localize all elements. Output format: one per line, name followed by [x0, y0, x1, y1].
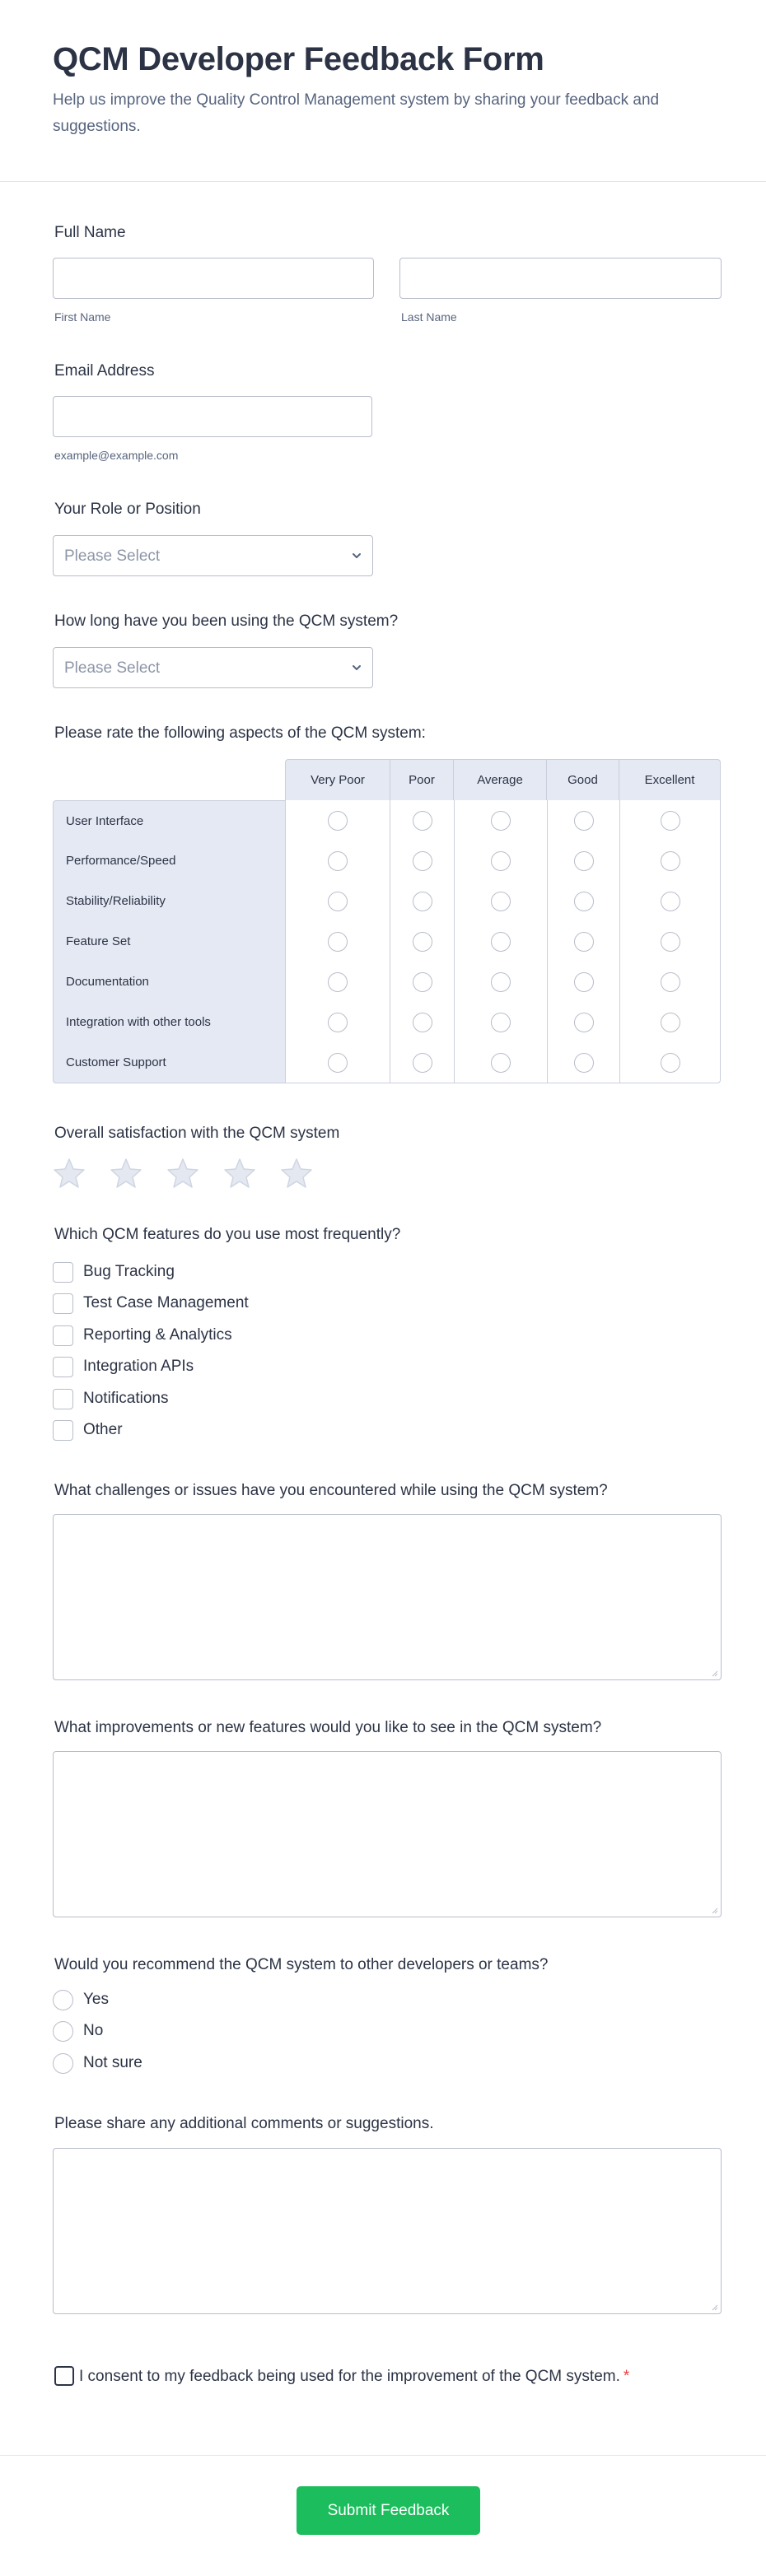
- matrix-radio-average[interactable]: [454, 921, 548, 962]
- star-icon[interactable]: [280, 1158, 313, 1189]
- matrix-radio-poor[interactable]: [390, 962, 455, 1003]
- matrix-radio-average[interactable]: [454, 1002, 548, 1043]
- first-name-input[interactable]: [53, 258, 374, 299]
- role-label: Your Role or Position: [54, 501, 201, 518]
- feature-option-notifications[interactable]: Notifications: [53, 1387, 169, 1410]
- matrix-radio-good[interactable]: [547, 800, 620, 841]
- feature-option-other[interactable]: Other: [53, 1418, 123, 1442]
- resize-handle-icon[interactable]: [710, 1906, 718, 1914]
- email-input[interactable]: [53, 396, 372, 437]
- features-label: Which QCM features do you use most frequently?: [54, 1226, 401, 1243]
- matrix-radio-very-poor[interactable]: [285, 962, 390, 1003]
- recommend-label: Would you recommend the QCM system to other developers or teams?: [54, 1956, 549, 1973]
- recommend-option-no[interactable]: No: [53, 2019, 103, 2043]
- matrix-radio-average[interactable]: [454, 800, 548, 841]
- matrix-radio-good[interactable]: [547, 921, 620, 962]
- matrix-row-label: Performance/Speed: [53, 841, 286, 882]
- consent-label: I consent to my feedback being used for the improvement of the QCM system.: [79, 2368, 620, 2385]
- last-name-sublabel: Last Name: [401, 310, 457, 324]
- matrix-radio-poor[interactable]: [390, 841, 455, 882]
- matrix-radio-poor[interactable]: [390, 800, 455, 841]
- matrix-radio-excellent[interactable]: [619, 1002, 721, 1043]
- footer-divider: [0, 2455, 766, 2456]
- challenges-label: What challenges or issues have you encountered while using the QCM system?: [54, 1482, 608, 1499]
- feature-option-bug-tracking[interactable]: Bug Tracking: [53, 1260, 175, 1283]
- matrix-radio-poor[interactable]: [390, 881, 455, 922]
- first-name-sublabel: First Name: [54, 310, 111, 324]
- matrix-radio-average[interactable]: [454, 962, 548, 1003]
- matrix-radio-excellent[interactable]: [619, 881, 721, 922]
- matrix-radio-very-poor[interactable]: [285, 921, 390, 962]
- matrix-row-label: Customer Support: [53, 1042, 286, 1083]
- comments-textarea[interactable]: [53, 2148, 722, 2314]
- improvements-label: What improvements or new features would you like to see in the QCM system?: [54, 1719, 602, 1736]
- checkbox[interactable]: [53, 1293, 73, 1314]
- matrix-radio-good[interactable]: [547, 962, 620, 1003]
- star-icon[interactable]: [223, 1158, 256, 1189]
- resize-handle-icon[interactable]: [710, 2303, 718, 2311]
- email-label: Email Address: [54, 362, 155, 380]
- matrix-col-good: Good: [547, 759, 619, 801]
- radio-button[interactable]: [53, 2053, 73, 2074]
- challenges-textarea[interactable]: [53, 1514, 722, 1680]
- matrix-col-very-poor: Very Poor: [285, 759, 390, 801]
- form-header: [0, 0, 766, 182]
- required-marker: *: [623, 2368, 630, 2385]
- star-icon[interactable]: [53, 1158, 86, 1189]
- role-select-value: Please Select: [64, 547, 161, 565]
- usage-duration-select[interactable]: [53, 647, 373, 688]
- checkbox[interactable]: [53, 1325, 73, 1346]
- matrix-row-label: Feature Set: [53, 921, 286, 962]
- full-name-label: Full Name: [54, 224, 126, 241]
- radio-button[interactable]: [53, 1990, 73, 2010]
- feature-option-integration-apis[interactable]: Integration APIs: [53, 1355, 194, 1378]
- rating-matrix-label: Please rate the following aspects of the QCM system:: [54, 724, 426, 742]
- matrix-row-label: Stability/Reliability: [53, 881, 286, 922]
- satisfaction-label: Overall satisfaction with the QCM system: [54, 1125, 340, 1142]
- feature-option-reporting-analytics[interactable]: Reporting & Analytics: [53, 1324, 232, 1347]
- consent-checkbox[interactable]: [54, 2366, 74, 2386]
- matrix-radio-good[interactable]: [547, 841, 620, 882]
- checkbox[interactable]: [53, 1420, 73, 1441]
- matrix-radio-average[interactable]: [454, 881, 548, 922]
- recommend-option-yes[interactable]: Yes: [53, 1988, 109, 2011]
- checkbox[interactable]: [53, 1262, 73, 1283]
- feature-option-test-case-management[interactable]: Test Case Management: [53, 1292, 249, 1315]
- role-select[interactable]: [53, 535, 373, 576]
- comments-label: Please share any additional comments or suggestions.: [54, 2115, 434, 2132]
- matrix-radio-poor[interactable]: [390, 921, 455, 962]
- usage-duration-label: How long have you been using the QCM system?: [54, 613, 399, 630]
- matrix-radio-average[interactable]: [454, 841, 548, 882]
- matrix-radio-very-poor[interactable]: [285, 881, 390, 922]
- matrix-row-label: Documentation: [53, 962, 286, 1003]
- matrix-radio-excellent[interactable]: [619, 962, 721, 1003]
- form-title: QCM Developer Feedback Form: [53, 41, 544, 77]
- matrix-radio-poor[interactable]: [390, 1042, 455, 1083]
- matrix-row-label: Integration with other tools: [53, 1002, 286, 1043]
- star-icon[interactable]: [110, 1158, 142, 1189]
- matrix-radio-excellent[interactable]: [619, 841, 721, 882]
- matrix-col-poor: Poor: [390, 759, 454, 801]
- matrix-radio-excellent[interactable]: [619, 921, 721, 962]
- matrix-radio-very-poor[interactable]: [285, 1002, 390, 1043]
- matrix-radio-good[interactable]: [547, 1042, 620, 1083]
- matrix-radio-poor[interactable]: [390, 1002, 455, 1043]
- matrix-radio-average[interactable]: [454, 1042, 548, 1083]
- matrix-radio-good[interactable]: [547, 1002, 620, 1043]
- form-subtitle: Help us improve the Quality Control Management system by sharing your feedback and suggestions.: [53, 91, 660, 135]
- matrix-radio-very-poor[interactable]: [285, 1042, 390, 1083]
- submit-button[interactable]: Submit Feedback: [297, 2486, 480, 2535]
- consent-field: [53, 2365, 679, 2387]
- matrix-radio-very-poor[interactable]: [285, 800, 390, 841]
- checkbox[interactable]: [53, 1357, 73, 1377]
- resize-handle-icon[interactable]: [710, 1669, 718, 1677]
- matrix-radio-excellent[interactable]: [619, 1042, 721, 1083]
- matrix-row-label: User Interface: [53, 800, 286, 841]
- usage-duration-select-value: Please Select: [64, 659, 161, 677]
- matrix-radio-good[interactable]: [547, 881, 620, 922]
- chevron-down-icon: [351, 662, 362, 673]
- recommend-option-not-sure[interactable]: Not sure: [53, 2052, 142, 2075]
- matrix-radio-excellent[interactable]: [619, 800, 721, 841]
- radio-button[interactable]: [53, 2021, 73, 2042]
- chevron-down-icon: [351, 550, 362, 561]
- matrix-col-excellent: Excellent: [619, 759, 721, 801]
- checkbox[interactable]: [53, 1389, 73, 1409]
- star-icon[interactable]: [166, 1158, 199, 1189]
- matrix-radio-very-poor[interactable]: [285, 841, 390, 882]
- improvements-textarea[interactable]: [53, 1751, 722, 1917]
- matrix-col-average: Average: [454, 759, 547, 801]
- email-sublabel: example@example.com: [54, 449, 179, 462]
- last-name-input[interactable]: [399, 258, 722, 299]
